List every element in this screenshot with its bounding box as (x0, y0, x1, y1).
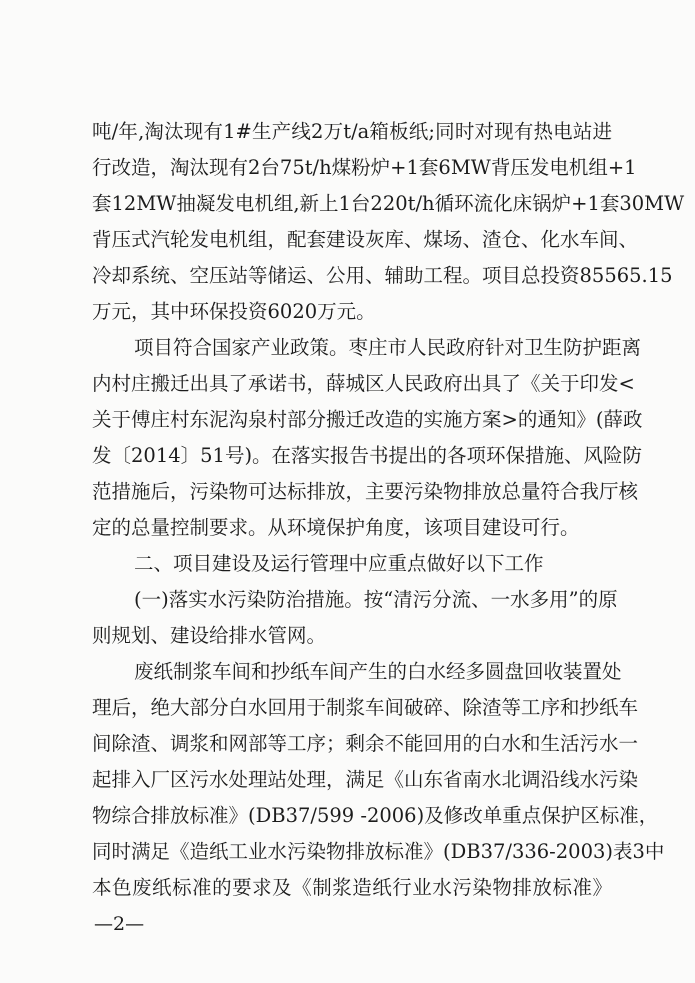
subsection-heading: (一)落实水污染防治措施。按“清污分流、一水多用”的原 (134, 588, 618, 611)
text-line: 废纸制浆车间和抄纸车间产生的白水经多圆盘回收装置处 (134, 660, 622, 683)
text-line: 套12MW抽凝发电机组,新上1台220t/h循环流化床锅炉+1套30MW (92, 192, 685, 215)
text-line: 本色废纸标准的要求及《制浆造纸行业水污染物排放标准》 (92, 876, 612, 899)
text-line: 范措施后，污染物可达标排放，主要污染物排放总量符合我厅核 (92, 480, 639, 503)
text-line: 内村庄搬迁出具了承诺书，薛城区人民政府出具了《关于印发< (92, 372, 635, 395)
text-line: 吨/年,淘汰现有1#生产线2万t/a箱板纸;同时对现有热电站进 (92, 120, 612, 143)
text-line: 冷却系统、空压站等储运、公用、辅助工程。项目总投资85565.15 (92, 264, 673, 287)
text-line: 背压式汽轮发电机组，配套建设灰库、煤场、渣仓、化水车间、 (92, 228, 639, 251)
text-line: 项目符合国家产业政策。枣庄市人民政府针对卫生防护距离 (134, 336, 642, 359)
text-line: 物综合排放标准》(DB37/599 -2006)及修改单重点保护区标准， (92, 804, 659, 827)
text-line: 间除渣、调浆和网部等工序；剩余不能回用的白水和生活污水一 (92, 732, 639, 755)
text-line: 关于傅庄村东泥沟泉村部分搬迁改造的实施方案>的通知》(薛政 (92, 408, 643, 431)
page-number: —2— (94, 913, 145, 935)
text-line: 行改造，淘汰现有2台75t/h煤粉炉+1套6MW背压发电机组+1 (92, 156, 637, 179)
text-line: 理后，绝大部分白水回用于制浆车间破碎、除渣等工序和抄纸车 (92, 696, 639, 719)
text-line: 发〔2014〕51号)。在落实报告书提出的各项环保措施、风险防 (92, 444, 643, 467)
text-line: 定的总量控制要求。从环境保护角度，该项目建设可行。 (92, 516, 580, 539)
section-heading: 二、项目建设及运行管理中应重点做好以下工作 (134, 552, 544, 575)
text-line: 万元，其中环保投资6020万元。 (92, 300, 376, 323)
text-line: 同时满足《造纸工业水污染物排放标准》(DB37/336-2003)表3中 (92, 840, 665, 863)
text-line: 则规划、建设给排水管网。 (92, 624, 327, 647)
text-line: 起排入厂区污水处理站处理，满足《山东省南水北调沿线水污染 (92, 768, 639, 791)
